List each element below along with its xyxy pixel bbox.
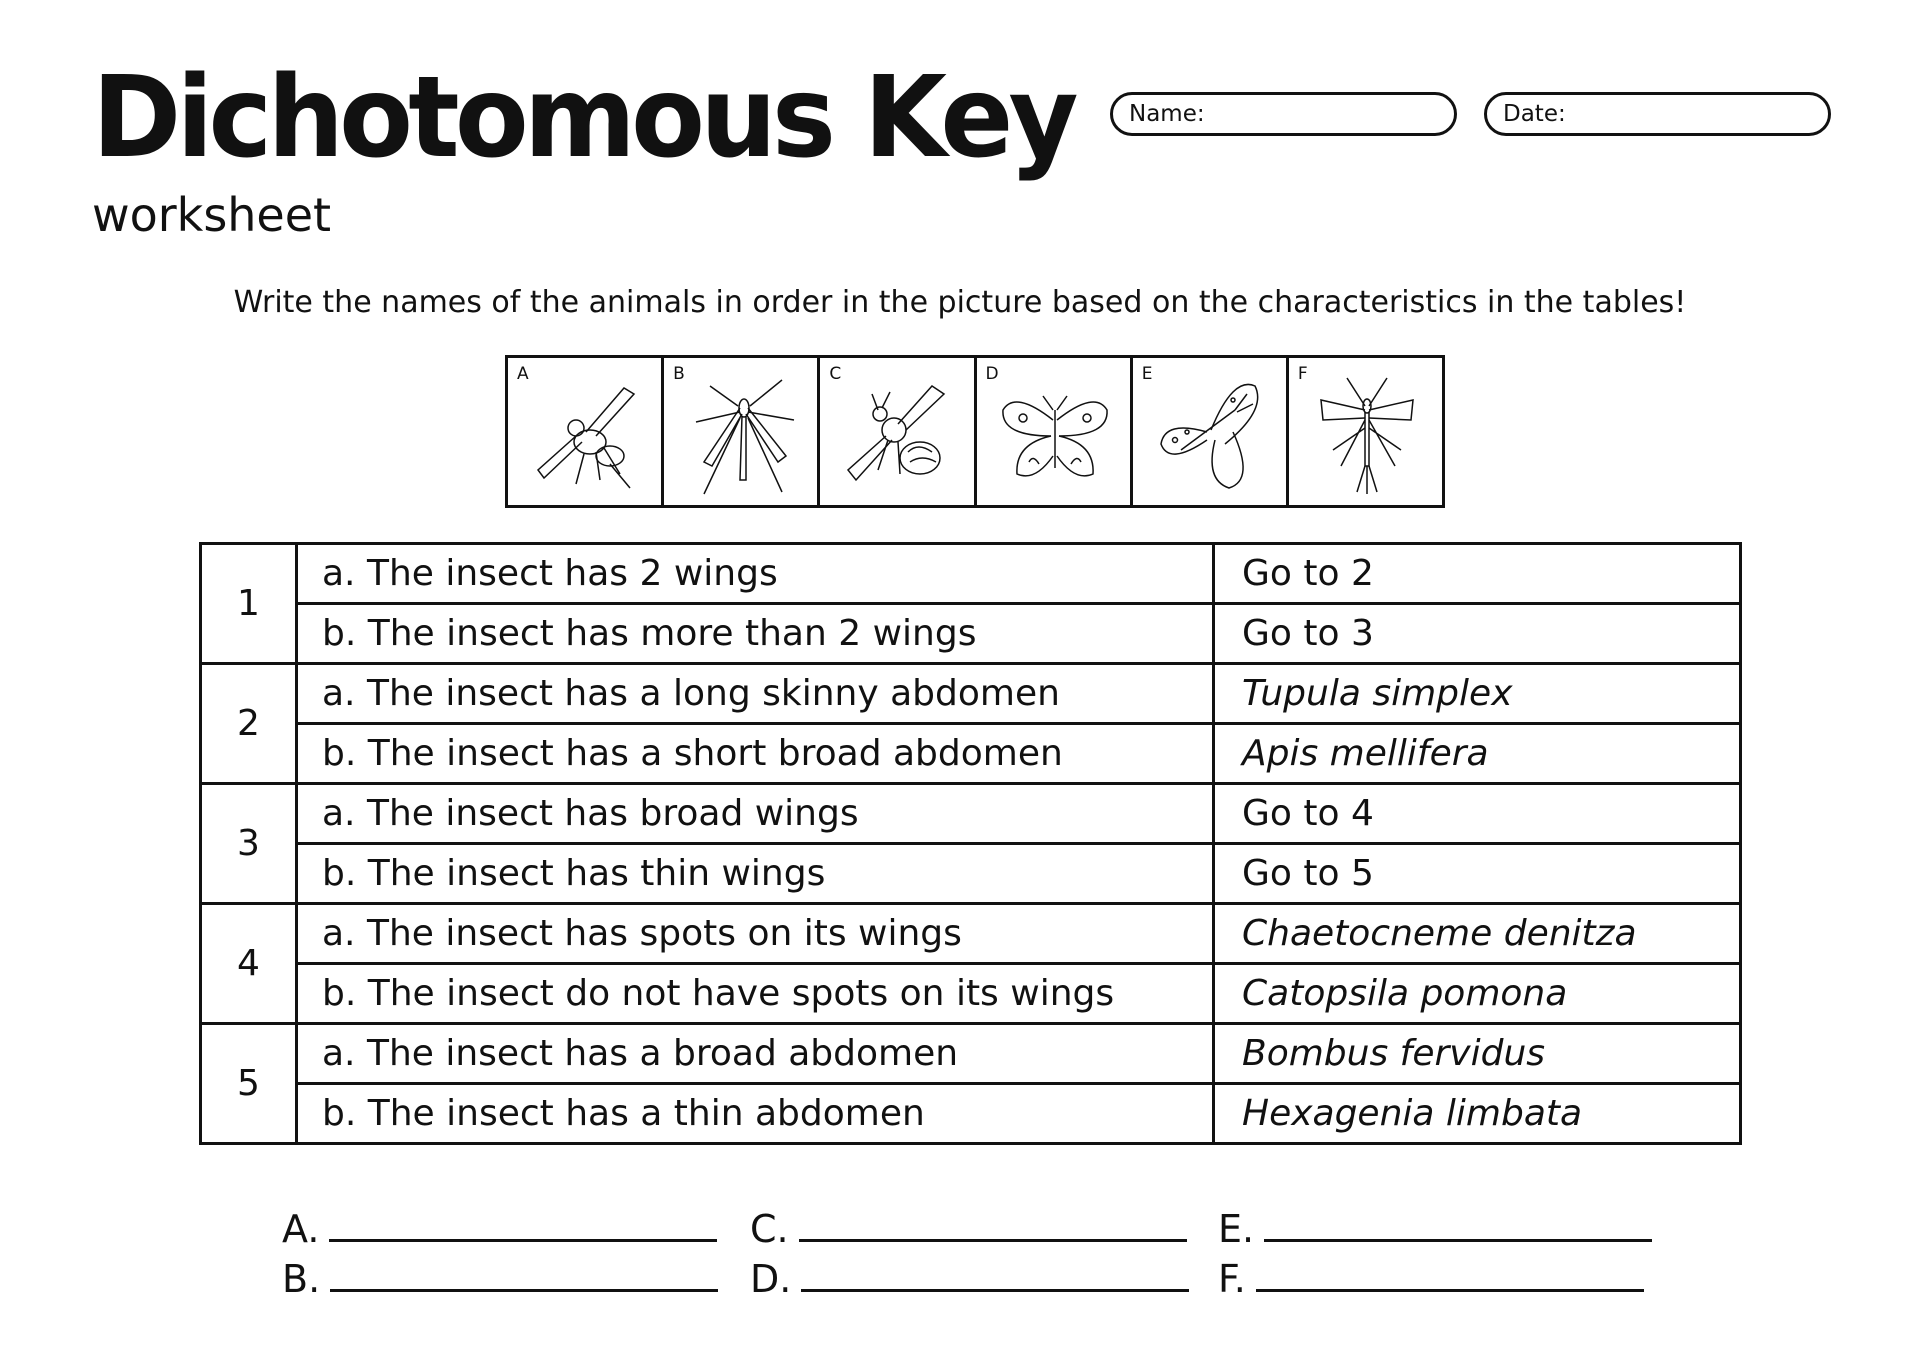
species-name: Bombus fervidus	[1214, 1024, 1741, 1084]
trait-description: b. The insect has more than 2 wings	[297, 604, 1214, 664]
page-title: Dichotomous Key	[92, 53, 1074, 183]
trait-result: Go to 4	[1214, 784, 1741, 844]
mayfly-icon	[1307, 370, 1427, 502]
table-row	[201, 964, 1741, 1024]
page-subtitle: worksheet	[92, 188, 332, 242]
name-label: Name:	[1129, 101, 1205, 127]
step-number: 5	[201, 1024, 297, 1144]
crane-fly-icon	[682, 370, 802, 502]
trait-result: Go to 3	[1214, 604, 1741, 664]
picture-cell-e	[1133, 358, 1289, 505]
answer-blank[interactable]	[1256, 1259, 1644, 1292]
answer-blank[interactable]	[801, 1259, 1189, 1292]
answer-line-f[interactable]	[1218, 1256, 1644, 1302]
picture-letter: B	[673, 364, 685, 384]
trait-description: a. The insect has a broad abdomen	[297, 1024, 1214, 1084]
table-row	[201, 1024, 1741, 1084]
trait-description: a. The insect has a long skinny abdomen	[297, 664, 1214, 724]
trait-description: b. The insect has a thin abdomen	[297, 1084, 1214, 1144]
answer-line-e[interactable]	[1218, 1206, 1652, 1252]
instruction-text: Write the names of the animals in order in the picture based on the characteristics in the tables!	[233, 285, 1687, 320]
picture-cell-b	[664, 358, 820, 505]
picture-letter: E	[1141, 364, 1153, 384]
picture-cell-a	[508, 358, 664, 505]
trait-description: a. The insect has spots on its wings	[297, 904, 1214, 964]
picture-cell-c	[820, 358, 976, 505]
species-name: Apis mellifera	[1214, 724, 1741, 784]
trait-description: b. The insect has thin wings	[297, 844, 1214, 904]
name-field[interactable]	[1110, 92, 1457, 136]
table-row	[201, 904, 1741, 964]
picture-letter: C	[829, 364, 842, 384]
answer-label: B.	[282, 1257, 321, 1301]
answer-blank[interactable]	[1264, 1209, 1652, 1242]
picture-letter: A	[517, 364, 529, 384]
answer-blank[interactable]	[330, 1259, 718, 1292]
insect-picture-strip	[505, 355, 1445, 508]
trait-description: a. The insect has broad wings	[297, 784, 1214, 844]
picture-letter: F	[1297, 364, 1308, 384]
step-number: 1	[201, 544, 297, 664]
trait-result: Go to 2	[1214, 544, 1741, 604]
date-label: Date:	[1503, 101, 1566, 127]
answer-label: F.	[1218, 1257, 1246, 1301]
table-row	[201, 784, 1741, 844]
answer-line-d[interactable]	[750, 1256, 1189, 1302]
answer-label: C.	[750, 1207, 789, 1251]
table-row	[201, 1084, 1741, 1144]
answer-label: E.	[1218, 1207, 1255, 1251]
table-row	[201, 844, 1741, 904]
table-row	[201, 604, 1741, 664]
species-name: Hexagenia limbata	[1214, 1084, 1741, 1144]
answer-blank[interactable]	[799, 1209, 1187, 1242]
step-number: 2	[201, 664, 297, 784]
picture-cell-f	[1289, 358, 1442, 505]
answer-line-a[interactable]	[282, 1206, 717, 1252]
butterfly-plain-icon	[1151, 370, 1271, 502]
table-row	[201, 724, 1741, 784]
trait-description: b. The insect has a short broad abdomen	[297, 724, 1214, 784]
picture-letter: D	[985, 364, 999, 384]
trait-description: b. The insect do not have spots on its wings	[297, 964, 1214, 1024]
answer-line-c[interactable]	[750, 1206, 1187, 1252]
step-number: 4	[201, 904, 297, 1024]
trait-description: a. The insect has 2 wings	[297, 544, 1214, 604]
answer-label: D.	[750, 1257, 792, 1301]
dichotomous-key-table	[199, 542, 1742, 1145]
step-number: 3	[201, 784, 297, 904]
answer-blank[interactable]	[329, 1209, 717, 1242]
fly-icon	[526, 370, 646, 502]
species-name: Tupula simplex	[1214, 664, 1741, 724]
answer-line-b[interactable]	[282, 1256, 718, 1302]
table-row	[201, 544, 1741, 604]
picture-cell-d	[977, 358, 1133, 505]
species-name: Chaetocneme denitza	[1214, 904, 1741, 964]
answer-label: A.	[282, 1207, 320, 1251]
butterfly-spotted-icon	[995, 370, 1115, 502]
trait-result: Go to 5	[1214, 844, 1741, 904]
species-name: Catopsila pomona	[1214, 964, 1741, 1024]
table-row	[201, 664, 1741, 724]
bee-icon	[838, 370, 958, 502]
date-field[interactable]	[1484, 92, 1831, 136]
